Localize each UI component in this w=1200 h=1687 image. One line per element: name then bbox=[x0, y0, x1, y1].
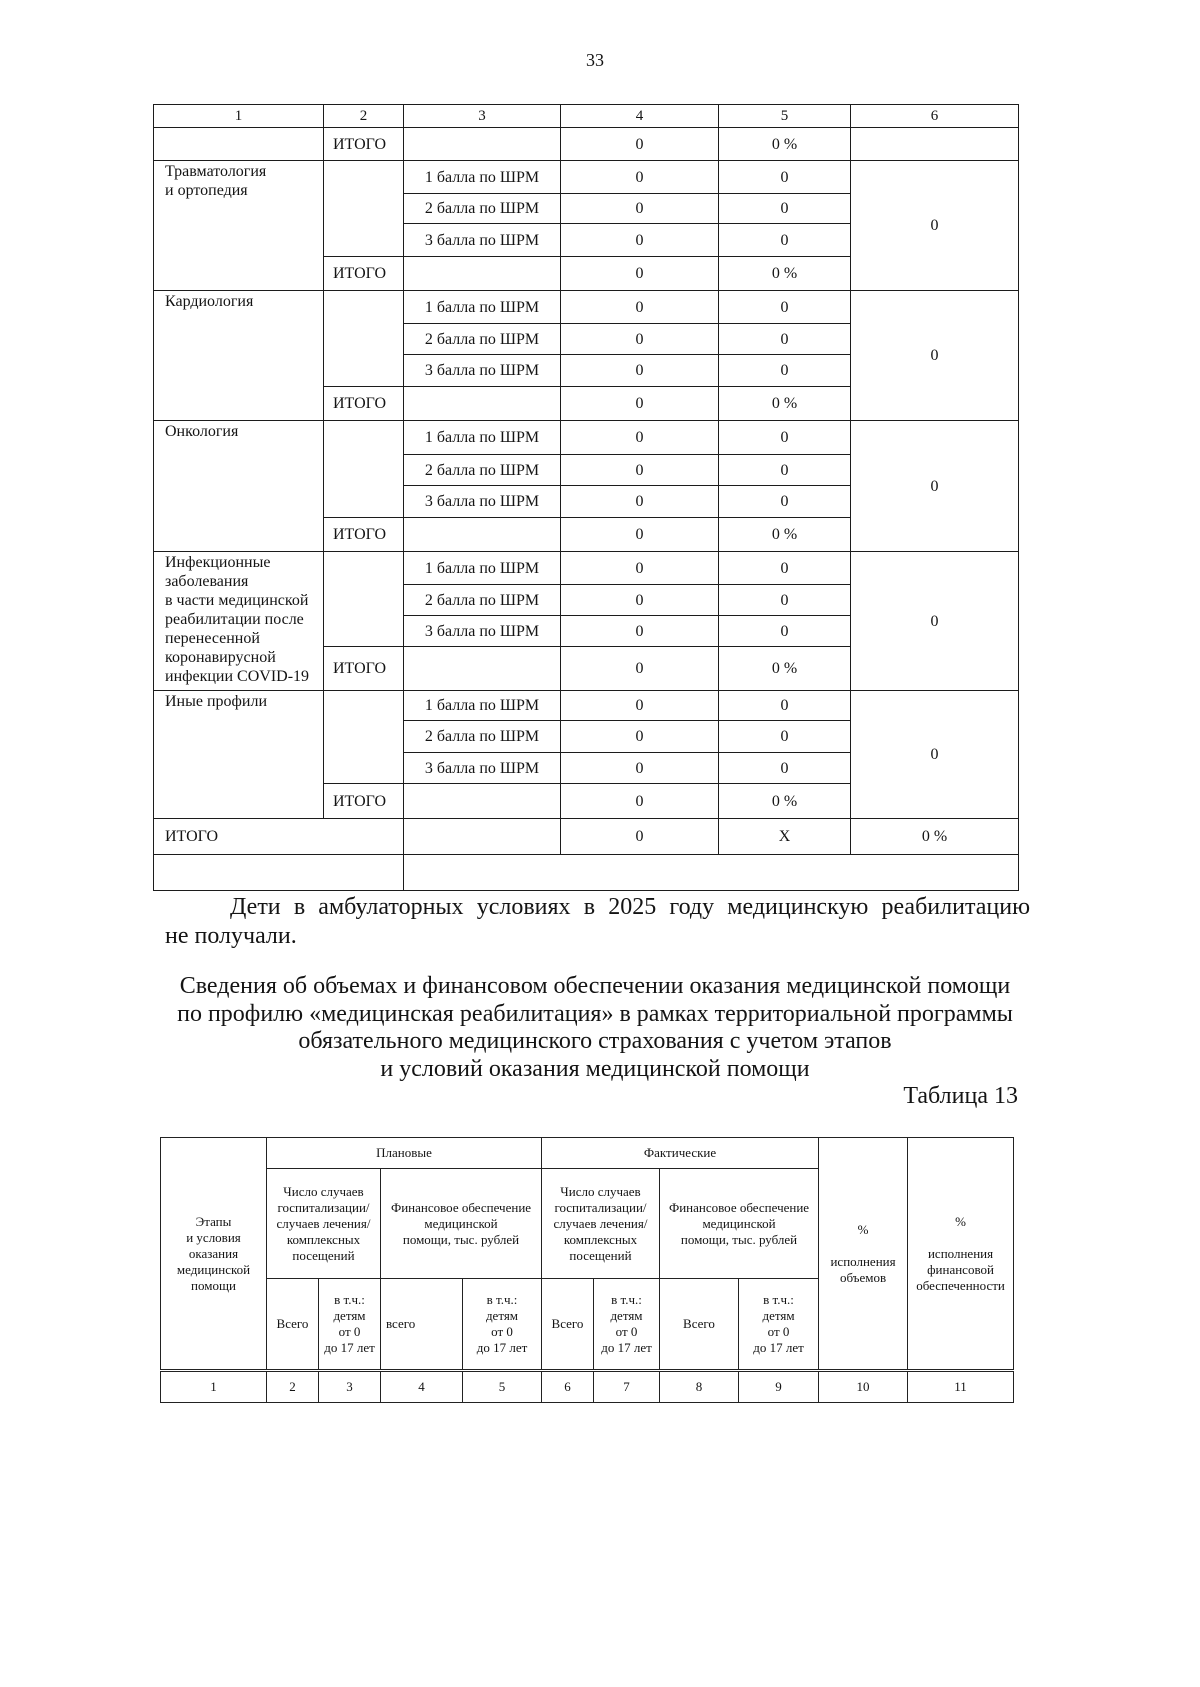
rehab-level-label: 2 балла по ШРМ bbox=[404, 721, 561, 753]
actual-finance-header: Финансовое обеспечение медицинской помощи, тыс. рублей bbox=[660, 1169, 819, 1279]
value-col5: 0 % bbox=[719, 518, 851, 552]
actual-cases-header: Число случаев госпитализации/ случаев лечения/ комплексных посещений bbox=[542, 1169, 660, 1279]
value-col5: 0 bbox=[719, 455, 851, 486]
table-row bbox=[154, 819, 1019, 855]
rehab-level-label: 2 балла по ШРМ bbox=[404, 455, 561, 486]
value-col4: 0 bbox=[561, 721, 719, 753]
stage-conditions-header: Этапы и условия оказания медицинской помощи bbox=[161, 1138, 267, 1371]
value-col4: 0 bbox=[561, 455, 719, 486]
value-col4: 0 bbox=[561, 616, 719, 647]
table-row bbox=[154, 161, 1019, 194]
empty-cell bbox=[324, 691, 404, 784]
column-number: 6 bbox=[542, 1371, 594, 1403]
paragraph-line: Дети в амбулаторных условиях в 2025 году медицинскую реабилитацию bbox=[230, 894, 1030, 920]
value-col4: 0 bbox=[561, 585, 719, 616]
value-col4: 0 bbox=[561, 784, 719, 819]
profile-name: Онкология bbox=[154, 421, 324, 552]
column-number: 9 bbox=[739, 1371, 819, 1403]
column-number: 2 bbox=[324, 105, 404, 128]
value-col5: 0 bbox=[719, 691, 851, 721]
actual-finance-total-header: Всего bbox=[660, 1279, 739, 1371]
value-col5: 0 bbox=[719, 194, 851, 224]
value-col4: 0 bbox=[561, 291, 719, 324]
value-col5: 0 % bbox=[719, 387, 851, 421]
rehab-level-label: 2 балла по ШРМ bbox=[404, 324, 561, 355]
total-label: ИТОГО bbox=[324, 257, 404, 291]
empty-cell bbox=[404, 387, 561, 421]
empty-cell bbox=[404, 647, 561, 691]
actual-cases-total-header: Всего bbox=[542, 1279, 594, 1371]
rehab-level-label: 2 балла по ШРМ bbox=[404, 585, 561, 616]
table-caption: Таблица 13 bbox=[903, 1083, 1018, 1109]
value-col6: 0 bbox=[851, 421, 1019, 552]
value-col5: 0 bbox=[719, 585, 851, 616]
value-col6: 0 bbox=[851, 161, 1019, 291]
rehab-level-label: 3 балла по ШРМ bbox=[404, 486, 561, 518]
table-row bbox=[154, 552, 1019, 585]
value-col4: 0 bbox=[561, 224, 719, 257]
column-number: 3 bbox=[319, 1371, 381, 1403]
empty-cell bbox=[324, 161, 404, 257]
column-number: 5 bbox=[719, 105, 851, 128]
value-col5: 0 bbox=[719, 355, 851, 387]
column-number: 4 bbox=[381, 1371, 463, 1403]
value-col5: 0 bbox=[719, 616, 851, 647]
rehab-level-label: 1 балла по ШРМ bbox=[404, 161, 561, 194]
value-col4: 0 bbox=[561, 421, 719, 455]
column-number: 3 bbox=[404, 105, 561, 128]
volume-completion-header: % исполнения объемов bbox=[819, 1138, 908, 1371]
grand-total-label: ИТОГО bbox=[154, 819, 404, 855]
empty-cell bbox=[404, 128, 561, 161]
rehab-level-label: 3 балла по ШРМ bbox=[404, 616, 561, 647]
empty-cell bbox=[404, 784, 561, 819]
rehab-level-label: 1 балла по ШРМ bbox=[404, 421, 561, 455]
empty-cell bbox=[154, 128, 324, 161]
planned-cases-children-header: в т.ч.: детям от 0 до 17 лет bbox=[319, 1279, 381, 1371]
value-col5: 0 bbox=[719, 161, 851, 194]
planned-finance-total-header: всего bbox=[381, 1279, 463, 1371]
empty-cell bbox=[851, 128, 1019, 161]
rehab-profile-table bbox=[153, 104, 1019, 891]
planned-finance-children-header: в т.ч.: детям от 0 до 17 лет bbox=[463, 1279, 542, 1371]
value-col4: 0 bbox=[561, 128, 719, 161]
planned-finance-header: Финансовое обеспечение медицинской помощи, тыс. рублей bbox=[381, 1169, 542, 1279]
value-col4: 0 bbox=[561, 324, 719, 355]
planned-cases-header: Число случаев госпитализации/ случаев лечения/ комплексных посещений bbox=[267, 1169, 381, 1279]
table-row bbox=[154, 421, 1019, 455]
empty-cell bbox=[154, 855, 404, 891]
actual-cases-children-header: в т.ч.: детям от 0 до 17 лет bbox=[594, 1279, 660, 1371]
value-col4: 0 bbox=[561, 819, 719, 855]
table-row bbox=[154, 128, 1019, 161]
table-row bbox=[154, 691, 1019, 721]
value-col4: 0 bbox=[561, 161, 719, 194]
value-col6: 0 bbox=[851, 552, 1019, 691]
empty-cell bbox=[404, 819, 561, 855]
column-number-row bbox=[161, 1371, 1014, 1403]
heading-line: Сведения об объемах и финансовом обеспечении оказания медицинской помощи bbox=[179, 973, 1011, 999]
value-col5: 0 % bbox=[719, 647, 851, 691]
value-col6: 0 % bbox=[851, 819, 1019, 855]
value-col5: 0 % bbox=[719, 784, 851, 819]
rehab-level-label: 3 балла по ШРМ bbox=[404, 753, 561, 784]
value-col5: 0 bbox=[719, 721, 851, 753]
total-label: ИТОГО bbox=[324, 128, 404, 161]
profile-name: Инфекционные заболевания в части медицинской реабилитации после перенесенной коронавирусной инфекции COVID-19 bbox=[154, 552, 324, 691]
value-col5: 0 bbox=[719, 552, 851, 585]
value-col5: 0 bbox=[719, 291, 851, 324]
value-col5: 0 bbox=[719, 486, 851, 518]
value-col5: 0 % bbox=[719, 128, 851, 161]
rehab-level-label: 3 балла по ШРМ bbox=[404, 355, 561, 387]
column-number: 4 bbox=[561, 105, 719, 128]
value-col5: 0 bbox=[719, 753, 851, 784]
total-label: ИТОГО bbox=[324, 387, 404, 421]
column-number: 1 bbox=[161, 1371, 267, 1403]
profile-name: Иные профили bbox=[154, 691, 324, 819]
heading-line: и условий оказания медицинской помощи bbox=[380, 1055, 810, 1082]
column-number: 2 bbox=[267, 1371, 319, 1403]
page-number: 33 bbox=[586, 50, 604, 70]
table-row bbox=[154, 291, 1019, 324]
table-header-row bbox=[161, 1138, 1014, 1169]
rehab-level-label: 1 балла по ШРМ bbox=[404, 691, 561, 721]
empty-cell bbox=[404, 257, 561, 291]
value-col4: 0 bbox=[561, 257, 719, 291]
value-col5: 0 bbox=[719, 324, 851, 355]
total-label: ИТОГО bbox=[324, 647, 404, 691]
value-col4: 0 bbox=[561, 753, 719, 784]
value-col6: 0 bbox=[851, 291, 1019, 421]
value-col6: 0 bbox=[851, 691, 1019, 819]
column-number: 8 bbox=[660, 1371, 739, 1403]
value-col4: 0 bbox=[561, 194, 719, 224]
rehab-level-label: 2 балла по ШРМ bbox=[404, 194, 561, 224]
value-col4: 0 bbox=[561, 647, 719, 691]
value-col4: 0 bbox=[561, 355, 719, 387]
column-number: 7 bbox=[594, 1371, 660, 1403]
total-label: ИТОГО bbox=[324, 784, 404, 819]
section-heading bbox=[153, 973, 1037, 1083]
column-number: 1 bbox=[154, 105, 324, 128]
value-col5: 0 bbox=[719, 224, 851, 257]
planned-header: Плановые bbox=[267, 1138, 542, 1169]
empty-cell bbox=[404, 855, 1019, 891]
rehab-level-label: 1 балла по ШРМ bbox=[404, 291, 561, 324]
value-col4: 0 bbox=[561, 518, 719, 552]
value-col4: 0 bbox=[561, 387, 719, 421]
column-number: 10 bbox=[819, 1371, 908, 1403]
column-number: 6 bbox=[851, 105, 1019, 128]
value-col5: Х bbox=[719, 819, 851, 855]
empty-cell bbox=[324, 421, 404, 518]
empty-cell bbox=[404, 518, 561, 552]
value-col5: 0 bbox=[719, 421, 851, 455]
rehab-profile-table-body bbox=[154, 105, 1019, 891]
paragraph-line: не получали. bbox=[165, 923, 297, 949]
profile-name: Кардиология bbox=[154, 291, 324, 421]
table-row bbox=[154, 105, 1019, 128]
value-col5: 0 % bbox=[719, 257, 851, 291]
heading-line: по профилю «медицинская реабилитация» в рамках территориальной программы bbox=[177, 1000, 1013, 1027]
actual-header: Фактические bbox=[542, 1138, 819, 1169]
rehab-level-label: 3 балла по ШРМ bbox=[404, 224, 561, 257]
column-number: 5 bbox=[463, 1371, 542, 1403]
rehab-level-label: 1 балла по ШРМ bbox=[404, 552, 561, 585]
empty-cell bbox=[324, 291, 404, 387]
value-col4: 0 bbox=[561, 486, 719, 518]
value-col4: 0 bbox=[561, 691, 719, 721]
rehab-volume-finance-table bbox=[160, 1137, 1014, 1403]
value-col4: 0 bbox=[561, 552, 719, 585]
profile-name: Травматология и ортопедия bbox=[154, 161, 324, 291]
column-number: 11 bbox=[908, 1371, 1014, 1403]
empty-cell bbox=[324, 552, 404, 647]
table-row bbox=[154, 855, 1019, 891]
paragraph bbox=[165, 893, 1030, 951]
heading-line: обязательного медицинского страхования с учетом этапов bbox=[298, 1028, 892, 1054]
actual-finance-children-header: в т.ч.: детям от 0 до 17 лет bbox=[739, 1279, 819, 1371]
planned-cases-total-header: Всего bbox=[267, 1279, 319, 1371]
finance-completion-header: % исполнения финансовой обеспеченности bbox=[908, 1138, 1014, 1371]
total-label: ИТОГО bbox=[324, 518, 404, 552]
